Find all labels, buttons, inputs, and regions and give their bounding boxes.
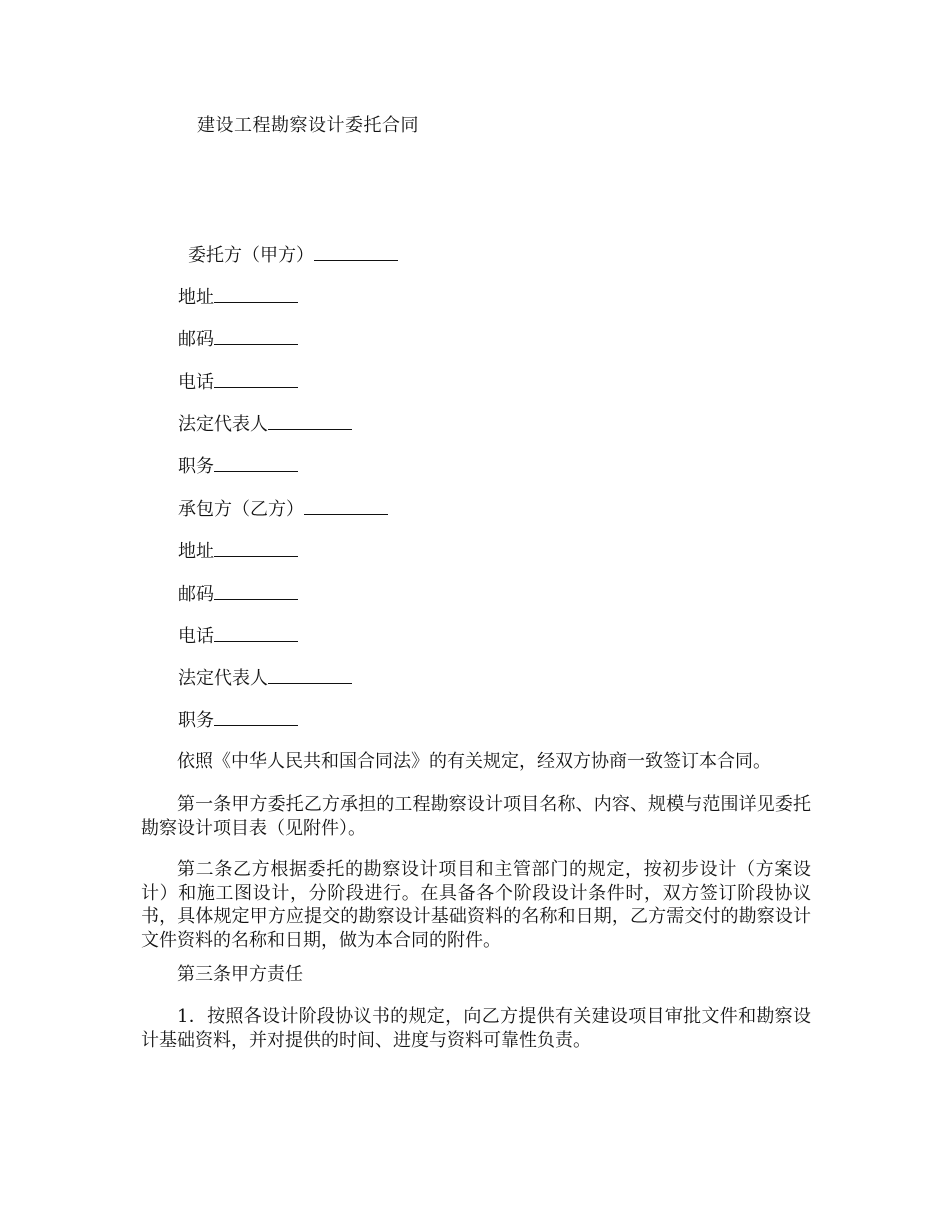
- article-1-paragraph: 第一条甲方委托乙方承担的工程勘察设计项目名称、内容、规模与范围详见委托勘察设计项目表（见附件）。: [141, 794, 811, 839]
- party-a-legal-rep-label: 法定代表人: [178, 414, 268, 435]
- party-b-label: 承包方（乙方）: [178, 499, 304, 520]
- party-b-position-field: [178, 707, 298, 733]
- party-b-position-blank: [214, 707, 298, 726]
- party-a-postcode-label: 邮码: [178, 329, 214, 350]
- party-a-position-label: 职务: [178, 456, 214, 477]
- party-b-position-label: 职务: [178, 710, 214, 731]
- intro-paragraph: 依照《中华人民共和国合同法》的有关规定，经双方协商一致签订本合同。: [177, 751, 771, 772]
- party-b-legal-rep-label: 法定代表人: [178, 668, 268, 689]
- party-b-address-label: 地址: [178, 541, 214, 562]
- party-b-legal-rep-blank: [268, 665, 352, 684]
- article-2-paragraph: 第二条乙方根据委托的勘察设计项目和主管部门的规定，按初步设计（方案设计）和施工图设计，分阶段进行。在具备各个阶段设计条件时，双方签订阶段协议书，具体规定甲方应提交的勘察设计基础资料的名称和日期，乙方需交付的勘察设计文件资料的名称和日期，做为本合同的附件。: [141, 859, 811, 951]
- party-b-address-field: [178, 538, 298, 564]
- party-b-phone-blank: [214, 623, 298, 642]
- party-a-phone-label: 电话: [178, 372, 214, 393]
- party-a-position-field: [178, 453, 298, 479]
- article-3-heading: 第三条甲方责任: [177, 964, 303, 985]
- party-a-address-label: 地址: [178, 287, 214, 308]
- party-b-legal-rep-field: [178, 665, 352, 691]
- party-a-postcode-blank: [214, 326, 298, 345]
- party-a-legal-rep-field: [178, 411, 352, 437]
- party-b-address-blank: [214, 538, 298, 557]
- party-a-blank: [314, 242, 398, 261]
- party-b-field: [178, 496, 388, 522]
- party-a-field: [188, 242, 398, 268]
- party-a-phone-blank: [214, 369, 298, 388]
- party-b-blank: [304, 496, 388, 515]
- party-a-address-blank: [214, 284, 298, 303]
- document-title: 建设工程勘察设计委托合同: [197, 115, 419, 136]
- party-a-address-field: [178, 284, 298, 310]
- party-b-phone-field: [178, 623, 298, 649]
- party-b-postcode-blank: [214, 581, 298, 600]
- article-3-item-1: 1．按照各设计阶段协议书的规定，向乙方提供有关建设项目审批文件和勘察设计基础资料，并对提供的时间、进度与资料可靠性负责。: [141, 1006, 811, 1051]
- party-a-phone-field: [178, 369, 298, 395]
- party-b-postcode-field: [178, 581, 298, 607]
- party-a-legal-rep-blank: [268, 411, 352, 430]
- party-b-phone-label: 电话: [178, 626, 214, 647]
- party-a-position-blank: [214, 453, 298, 472]
- party-a-postcode-field: [178, 326, 298, 352]
- party-b-postcode-label: 邮码: [178, 584, 214, 605]
- party-a-label: 委托方（甲方）: [188, 245, 314, 266]
